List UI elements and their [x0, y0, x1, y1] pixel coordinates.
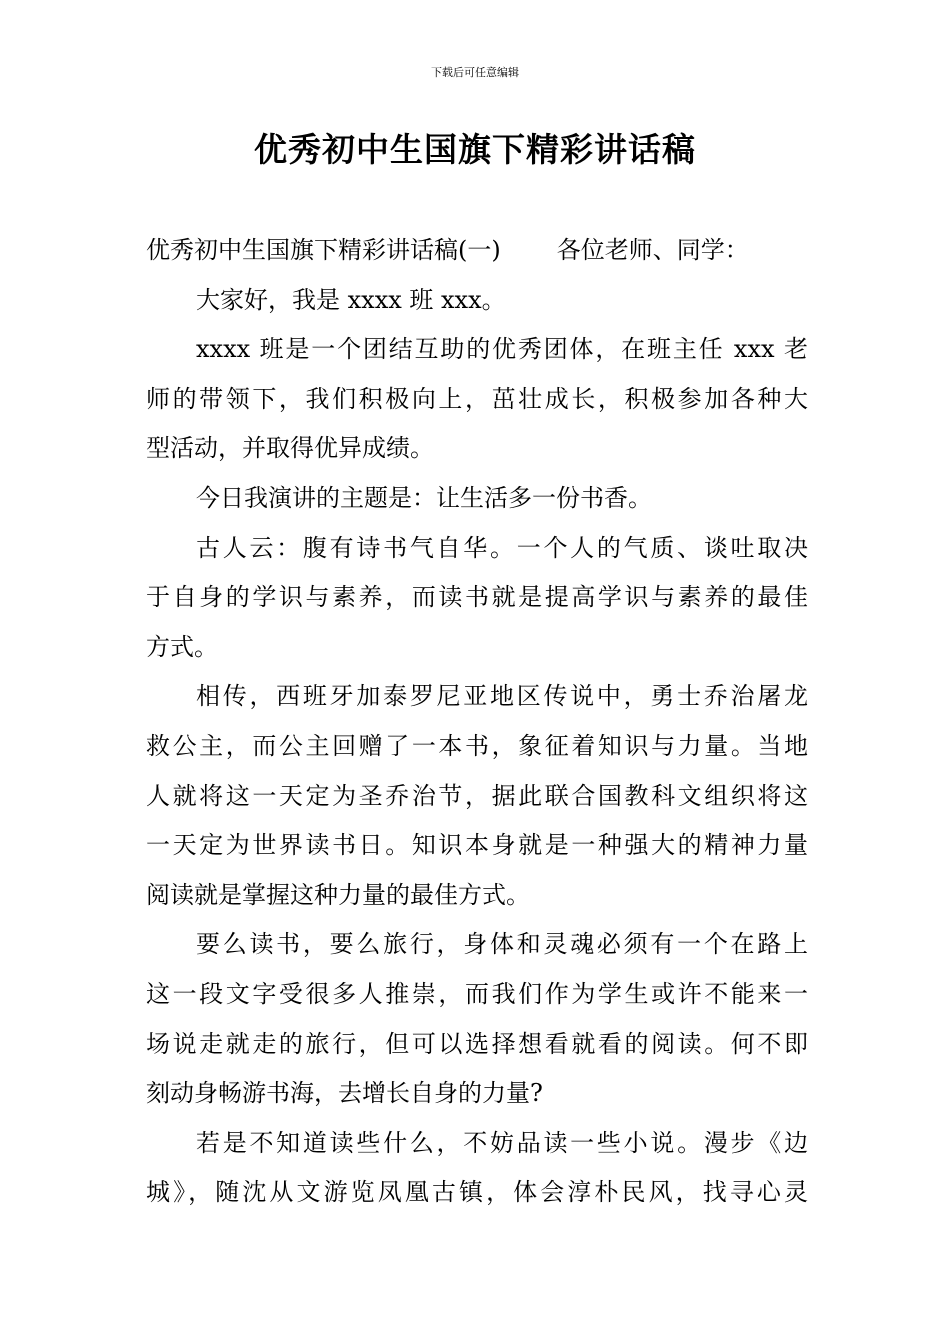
- body-line-8: 于自身的学识与素养，而读书就是提高学识与素养的最佳: [146, 583, 808, 612]
- body-line-2: 大家好，我是 xxxx 班 xxx。: [196, 285, 506, 314]
- body-line-9: 方式。: [146, 632, 218, 661]
- body-line-13: 一天定为世界读书日。知识本身就是一种强大的精神力量: [146, 831, 808, 860]
- body-line-7: 古人云：腹有诗书气自华。一个人的气质、谈吐取决: [196, 533, 808, 562]
- document-title: 优秀初中生国旗下精彩讲话稿: [254, 130, 696, 169]
- body-line-6: 今日我演讲的主题是：让生活多一份书香。: [196, 483, 652, 512]
- body-line-15: 要么读书，要么旅行，身体和灵魂必须有一个在路上: [196, 930, 808, 959]
- body-line-17: 场说走就走的旅行，但可以选择想看就看的阅读。何不即: [146, 1029, 808, 1058]
- body-line-20: 城》，随沈从文游览凤凰古镇，体会淳朴民风，找寻心灵: [146, 1178, 808, 1207]
- speech-subtitle: 优秀初中生国旗下精彩讲话稿(一): [146, 236, 501, 264]
- header-note: 下载后可任意编辑: [431, 66, 519, 79]
- body-line-12: 人就将这一天定为圣乔治节，据此联合国教科文组织将这: [146, 781, 808, 810]
- body-line-1: [146, 226, 808, 276]
- body-line-16: 这一段文字受很多人推崇，而我们作为学生或许不能来一: [146, 979, 808, 1008]
- body-line-18: 刻动身畅游书海，去增长自身的力量?: [146, 1079, 543, 1108]
- body-line-14: 阅读就是掌握这种力量的最佳方式。: [146, 880, 530, 909]
- body-line-19: 若是不知道读些什么，不妨品读一些小说。漫步《边: [196, 1128, 808, 1157]
- document-body: [146, 226, 808, 1218]
- body-line-11: 救公主，而公主回赠了一本书，象征着知识与力量。当地: [146, 731, 808, 760]
- body-line-10: 相传，西班牙加泰罗尼亚地区传说中，勇士乔治屠龙: [196, 682, 808, 711]
- body-line-3: xxxx 班是一个团结互助的优秀团体，在班主任 xxx 老: [196, 335, 808, 364]
- salutation: 各位老师、同学：: [556, 236, 749, 264]
- body-line-4: 师的带领下，我们积极向上，茁壮成长，积极参加各种大: [146, 384, 808, 413]
- body-line-5: 型活动，并取得优异成绩。: [146, 434, 434, 463]
